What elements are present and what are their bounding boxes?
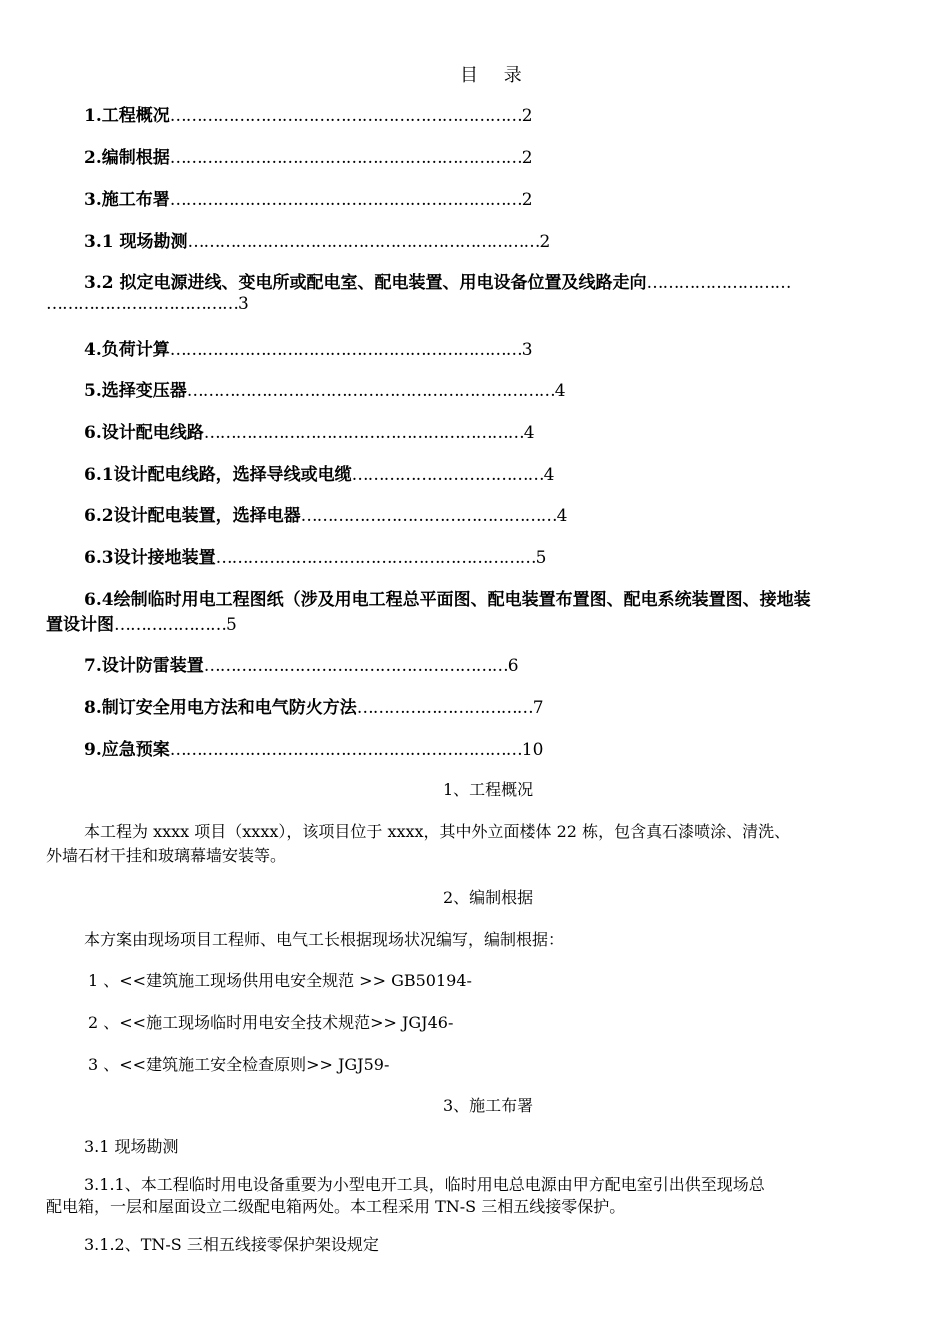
toc-label: 4.负荷计算 [84,340,170,360]
toc-entry-1[interactable] [84,101,533,126]
toc-leader: ……………………………… [46,294,238,314]
toc-entry-6-2[interactable] [84,501,567,526]
toc-page: 4 [554,381,566,401]
toc-leader: …………………………………………………… [215,548,536,568]
toc-entry-4[interactable] [84,335,533,360]
toc-label: 6.设计配电线路 [84,423,204,443]
toc-entry-3-2[interactable] [84,268,791,293]
section-1-para-line1: 本工程为 xxxx 项目（xxxx），该项目位于 xxxx，其中外立面楼体 22 栋，包含真石漆喷涂、清洗、 [84,822,791,841]
toc-label: 8.制订安全用电方法和电气防火方法 [84,698,357,718]
toc-label: 5.选择变压器 [84,381,187,401]
toc-page: 2 [539,232,551,252]
toc-entry-8[interactable] [84,693,544,718]
toc-leader: ………………… [114,615,226,635]
toc-leader: ……………………… [646,273,791,293]
toc-page: 3 [521,340,533,360]
toc-leader: …………………………………………………………… [186,381,555,401]
toc-leader: ………………………………………………………… [187,232,540,252]
toc-leader: …………………………………………………… [203,423,524,443]
toc-entry-7[interactable] [84,651,519,676]
toc-leader: ………………………………………………… [203,656,508,676]
toc-label: 3.2 拟定电源进线、变电所或配电室、配电装置、用电设备位置及线路走向 [84,273,647,293]
toc-page: 7 [532,698,544,718]
toc-page: 10 [521,740,544,760]
toc-leader: ……………………………… [351,465,544,485]
toc-entry-6-3[interactable] [84,543,546,568]
toc-leader: ………………………………………………………… [169,190,522,210]
toc-entry-3-1[interactable] [84,227,550,252]
toc-page: 2 [521,106,533,126]
toc-page: 2 [521,148,533,168]
toc-entry-6[interactable] [84,418,535,443]
toc-entry-6-4-cont[interactable] [46,610,237,635]
section-3-1-1-line2: 配电箱，一层和屋面设立二级配电箱两处。本工程采用 TN-S 三相五线接零保护。 [46,1197,626,1216]
toc-label: 3.1 现场勘测 [84,232,188,252]
toc-leader: …………………………… [356,698,533,718]
toc-entry-9[interactable] [84,735,543,760]
toc-leader: ………………………………………… [300,506,557,526]
toc-label: 6.2设计配电装置，选择电器 [84,506,301,526]
toc-entry-6-1[interactable] [84,460,554,485]
toc-label: 置设计图 [46,615,114,635]
toc-page: 4 [523,423,535,443]
section-1-heading: 1、工程概况 [443,780,534,799]
toc-page: 6 [507,656,519,676]
section-3-1-1-line1: 3.1.1、本工程临时用电设备重要为小型电开工具，临时用电总电源由甲方配电室引出供至现场总 [84,1175,765,1194]
reference-item-3: 3 、<<建筑施工安全检查原则>> JGJ59- [88,1055,390,1074]
section-3-1-2: 3.1.2、TN-S 三相五线接零保护架设规定 [84,1235,379,1254]
toc-title: 目 录 [460,65,532,86]
toc-leader: ………………………………………………………… [169,740,522,760]
toc-page: 2 [521,190,533,210]
toc-label: 6.1设计配电线路，选择导线或电缆 [84,465,352,485]
toc-entry-2[interactable] [84,143,533,168]
section-2-intro: 本方案由现场项目工程师、电气工长根据现场状况编写，编制根据： [84,930,565,949]
toc-entry-6-4[interactable] [84,585,811,610]
toc-page: 4 [543,465,555,485]
toc-label: 6.3设计接地装置 [84,548,216,568]
toc-label: 6.4绘制临时用电工程图纸（涉及用电工程总平面图、配电装置布置图、配电系统装置图、接地装 [84,590,811,610]
toc-label: 3.施工布署 [84,190,170,210]
section-2-heading: 2、编制根据 [443,888,534,907]
toc-label: 2.编制根据 [84,148,170,168]
toc-page: 5 [226,615,237,635]
toc-label: 1.工程概况 [84,106,170,126]
toc-label: 9.应急预案 [84,740,170,760]
toc-page: 4 [556,506,568,526]
reference-item-1: 1 、<<建筑施工现场供用电安全规范 >> GB50194- [88,971,472,990]
toc-entry-3[interactable] [84,185,533,210]
toc-leader: ………………………………………………………… [169,106,522,126]
reference-item-2: 2 、<<施工现场临时用电安全技术规范>> JGJ46- [88,1013,454,1032]
toc-page: 3 [238,294,249,314]
section-3-1-heading: 3.1 现场勘测 [84,1137,179,1156]
toc-page: 5 [535,548,547,568]
section-1-para-line2: 外墙石材干挂和玻璃幕墙安装等。 [46,846,287,865]
toc-entry-5[interactable] [84,376,566,401]
toc-label: 7.设计防雷装置 [84,656,204,676]
toc-leader: ………………………………………………………… [169,148,522,168]
toc-entry-3-2-cont[interactable] [46,294,249,314]
section-3-heading: 3、施工布署 [443,1096,534,1115]
toc-leader: ………………………………………………………… [169,340,522,360]
